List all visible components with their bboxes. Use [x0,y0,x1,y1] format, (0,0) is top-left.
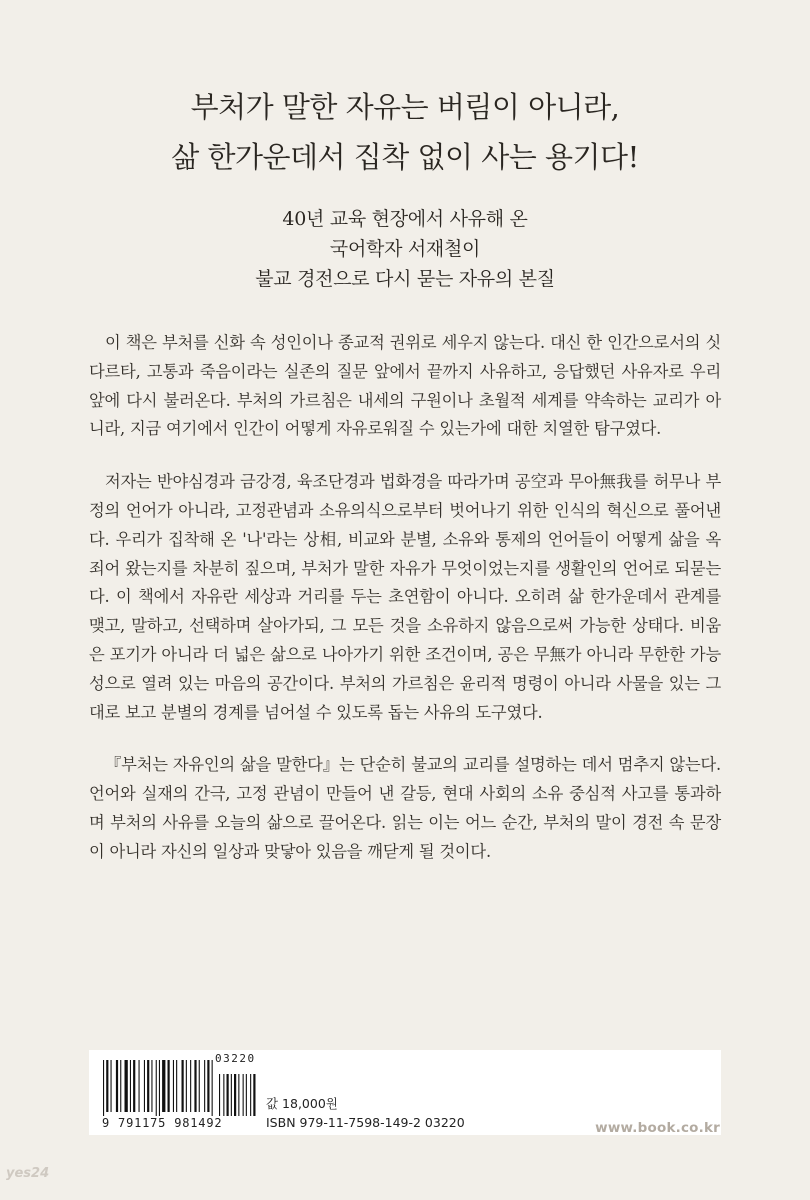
barcode-addon-bar [246,1074,247,1116]
subheadline [0,204,810,294]
barcode-bar [162,1060,165,1112]
price-label: 값 18,000원 [266,1096,338,1111]
headline-line-1: 부처가 말한 자유는 버림이 아니라, [190,90,620,124]
barcode-bar [120,1060,121,1112]
isbn-label: ISBN 979-11-7598-149-2 03220 [266,1115,465,1130]
barcode-bar [212,1060,213,1116]
barcode-bar [147,1060,149,1112]
barcode-addon-bar [238,1074,239,1116]
barcode-addon-bar [234,1074,236,1116]
barcode-bar [199,1060,200,1112]
barcode-bar [194,1060,196,1112]
watermark-logo: yes24 [6,1166,50,1181]
barcode-bar [168,1060,170,1112]
subhead-line-3: 불교 경전으로 다시 묻는 자유의 본질 [255,268,555,290]
barcode-bar [151,1060,152,1112]
barcode-bar [103,1060,104,1116]
subhead-line-1: 40년 교육 현장에서 사유해 온 [282,208,528,230]
barcode-addon-digits: 03220 [215,1052,256,1065]
isbn-barcode [101,1060,266,1118]
barcode-bar [204,1060,205,1112]
body-paragraph-3: 『부처는 자유인의 삶을 말한다』는 단순히 불교의 교리를 설명하는 데서 멈추지 않는다. 언어와 실재의 간극, 고정 관념이 만들어 낸 갈등, 현대 사회의 소유 중심적 사고를 통과하며 부처의 사유를 오늘의 삶으로 끌어온다. 읽는 이는 어느 순간, 부처의 말이 경전 속 문장이 아니라 자신의 일상과 맞닿아 있음을 깨닫게 될 것이다. [89,755,721,861]
body-paragraph-2: 저자는 반야심경과 금강경, 육조단경과 법화경을 따라가며 공空과 무아無我를 허무나 부정의 언어가 아니라, 고정관념과 소유의식으로부터 벗어나기 위한 인식의 혁신으로 풀어낸다. 우리가 집착해 온 '나'라는 상相, 비교와 분별, 소유와 통제의 언어들이 어떻게 삶을 옥죄어 왔는지를 차분히 짚으며, 부처가 말한 자유가 무엇이었는지를 생활인의 언어로 되묻는다. 이 책에서 자유란 세상과 거리를 두는 초연함이 아니다. 오히려 삶 한가운데서 관계를 맺고, 말하고, 선택하며 살아가되, 그 모든 것을 소유하지 않음으로써 가능한 상태다. 비움은 포기가 아니라 더 넓은 삶으로 나아가기 위한 조건이며, 공은 무無가 아니라 무한한 가능성으로 열려 있는 마음의 공간이다. 부처의 가르침은 윤리적 명령이 아니라 사물을 있는 그대로 보고 분별의 경계를 넘어설 수 있도록 돕는 사유의 도구였다. [89,472,721,722]
subhead-line-2: 국어학자 서재철이 [329,238,481,260]
barcode-addon-bar [219,1074,220,1116]
barcode-addon-bar [253,1074,255,1116]
barcode-addon-bar [227,1074,229,1116]
barcode-bar [182,1060,184,1112]
barcode-bar [144,1060,145,1112]
barcode-bar [173,1060,174,1112]
body-paragraph-1: 이 책은 부처를 신화 속 성인이나 종교적 권위로 세우지 않는다. 대신 한 인간으로서의 싯다르타, 고통과 죽음이라는 실존의 질문 앞에서 끝까지 사유하고, 응답했던 사유자로 우리 앞에 다시 불러온다. 부처의 가르침은 내세의 구원이나 초월적 세계를 약속하는 교리가 아니라, 지금 여기에서 인간이 어떻게 자유로워질 수 있는가에 대한 치열한 탐구였다. [89,333,721,439]
body-text [89,329,721,891]
barcode-bar [106,1060,108,1112]
barcode-bar [176,1060,177,1112]
barcode-bar [125,1060,128,1112]
barcode-bar [159,1060,160,1116]
publisher-website: www.book.co.kr [595,1120,720,1136]
barcode-bar [116,1060,118,1112]
barcode-bar [186,1060,187,1112]
barcode-bar [130,1060,131,1112]
barcode-bar [139,1060,140,1112]
barcode-addon-bar [231,1074,232,1116]
barcode-bar [111,1060,112,1112]
headline-line-2: 삶 한가운데서 집착 없이 사는 용기다! [171,140,639,174]
barcode-addon-bar [223,1074,224,1116]
barcode-bar [156,1060,157,1116]
headline [0,82,810,182]
barcode-bar [207,1060,209,1112]
barcode-addon-bar [243,1074,244,1116]
barcode-digits: 9 791175 981492 [102,1116,223,1130]
barcode-bar [190,1060,191,1112]
barcode-addon-bar [250,1074,251,1116]
barcode-bar [133,1060,135,1112]
